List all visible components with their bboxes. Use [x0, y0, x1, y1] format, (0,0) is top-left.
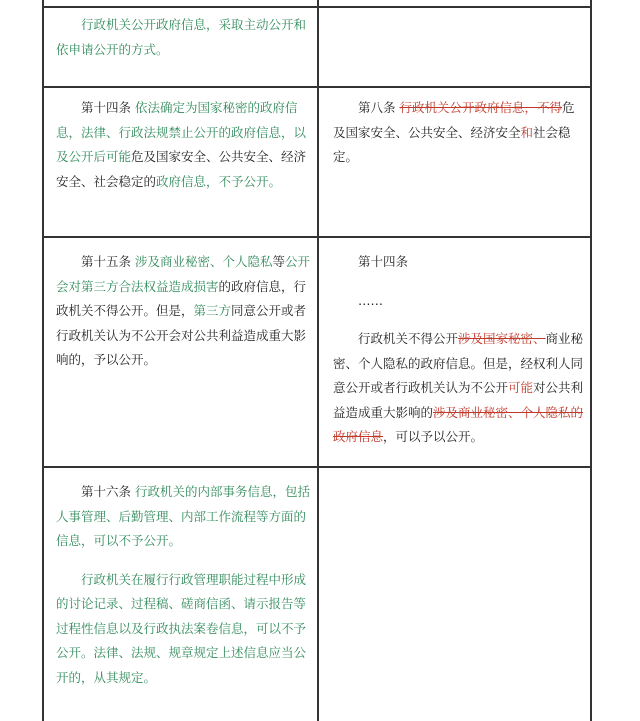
row-divider: [42, 236, 592, 238]
text-run: ……: [358, 292, 383, 308]
text-run: 对公共利益造成重大影响的: [333, 380, 584, 420]
paragraph: [56, 480, 312, 554]
paragraph: [56, 250, 312, 373]
row-2-right-cell: [333, 96, 585, 170]
row-3-left-cell: [56, 250, 312, 373]
text-run: 行政机关公开政府信息，不得: [399, 100, 562, 115]
text-run: 社会稳定。: [333, 124, 571, 164]
text-run: 涉及国家秘密、: [458, 331, 546, 346]
text-run: 政府信息，不予公开。: [156, 173, 282, 189]
row-divider: [42, 6, 592, 8]
row-4-left-cell: [56, 480, 312, 690]
text-run: 第八条: [358, 100, 400, 115]
text-run: 和: [520, 124, 534, 140]
row-3-right-cell: [333, 250, 585, 450]
text-run: 危及国家安全、公共安全、经济安全: [333, 100, 575, 140]
text-run: 第十五条: [81, 254, 135, 269]
text-run: 第三方: [193, 303, 232, 318]
text-run: 第十四条: [358, 254, 409, 269]
text-run: 涉及商业秘密、个人隐私的政府信息: [333, 404, 584, 444]
text-run: 第十六条: [81, 484, 135, 499]
text-run: 依法确定为国家秘密的政府信息，法律、行政法规禁止公开的政府信息，以及公开后可能: [56, 100, 307, 164]
text-run: 等: [272, 254, 286, 269]
text-run: 涉及商业秘密、个人隐私: [134, 254, 273, 269]
text-run: 可能: [508, 380, 534, 395]
text-run: 公开会对第三方合法权益造成损害: [56, 254, 311, 294]
text-run: 商业秘密、个人隐私的政府信息。但是，经权利人同意公开或者行政机关认为不公开: [333, 331, 584, 395]
paragraph: [333, 250, 585, 275]
text-run: 的政府信息，行政机关不得公开。但是，: [56, 278, 307, 318]
row-2-left-cell: [56, 96, 312, 194]
text-run: 行政机关的内部事务信息，包括人事管理、后勤管理、内部工作流程等方面的信息，可以不予公开。: [56, 484, 310, 548]
table-border-left: [42, 0, 44, 721]
paragraph: [333, 327, 585, 450]
table-column-divider: [317, 0, 319, 721]
text-run: 同意公开或者行政机关认为不公开会对公共利益造成重大影响的，予以公开。: [56, 303, 307, 367]
paragraph: [56, 13, 312, 62]
table-border-right: [590, 0, 592, 721]
paragraph: [56, 96, 312, 194]
text-run: 行政机关不得公开: [358, 331, 459, 346]
text-run: ，可以予以公开。: [383, 429, 484, 444]
row-divider: [42, 86, 592, 88]
text-run: 第十四条: [81, 100, 135, 115]
text-run: 行政机关公开政府信息，采取主动公开和依申请公开的方式。: [56, 17, 307, 57]
text-run: 行政机关在履行行政管理职能过程中形成的讨论记录、过程稿、磋商信函、请示报告等过程性信息以及行政执法案卷信息，可以不予公开。法律、法规、规章规定上述信息应当公开的，从其规定。: [56, 571, 307, 685]
text-run: 危及国家安全、公共安全、经济安全、社会稳定的: [56, 149, 307, 189]
paragraph: [333, 289, 585, 314]
paragraph: [333, 96, 585, 170]
row-divider: [42, 466, 592, 468]
paragraph: [56, 568, 312, 691]
comparison-table: [42, 0, 592, 721]
row-1-left-cell: [56, 13, 312, 62]
